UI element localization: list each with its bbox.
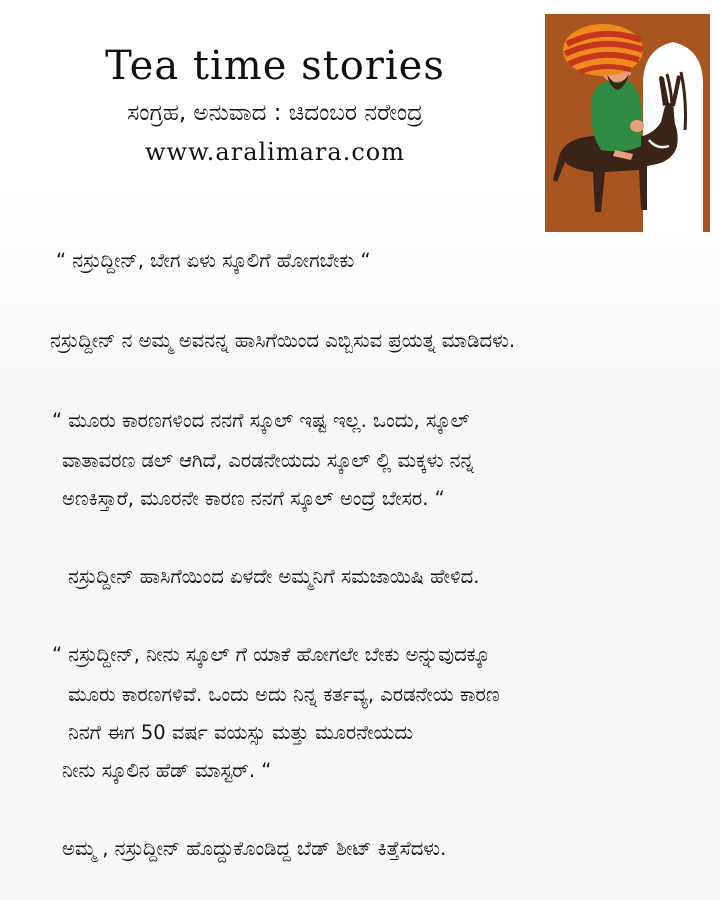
paragraph-6: ಅಮ್ಮ , ನಸ್ರುದ್ದೀನ್ ಹೊದ್ದುಕೊಂಡಿದ್ದ ಬೆಡ್ ಶೀಟ್ ಕಿತ್ತೆಸೆದಳು. <box>62 837 447 860</box>
paragraph-1: “ ನಸ್ರುದ್ದೀನ್, ಬೇಗ ಏಳು ಸ್ಕೂಲಿಗೆ ಹೋಗಬೇಕು “ <box>56 249 371 272</box>
paragraph-2: ನಸ್ರುದ್ದೀನ್ ನ ಅಮ್ಮ ಅವನನ್ನ ಹಾಸಿಗೆಯಿಂದ ಎಬ್ಬಿಸುವ ಪ್ರಯತ್ನ ಮಾಡಿದಳು. <box>50 329 516 352</box>
paragraph-3-line-3: ಅಣಕಿಸ್ತಾರೆ, ಮೂರನೇ ಕಾರಣ ನನಗೆ ಸ್ಕೂಲ್ ಅಂದ್ರೆ ಬೇಸರ. “ <box>62 487 445 510</box>
website-url: www.aralimara.com <box>145 138 405 166</box>
paragraph-5-line-4: ನೀನು ಸ್ಕೂಲಿನ ಹೆಡ್ ಮಾಸ್ಟರ್. “ <box>62 759 272 782</box>
paragraph-4: ನಸ್ರುದ್ದೀನ್ ಹಾಸಿಗೆಯಿಂದ ಏಳದೇ ಅಮ್ಮನಿಗೆ ಸಮಜಾಯಿಷಿ ಹೇಳಿದ. <box>68 565 480 588</box>
page-title: Tea time stories <box>105 43 445 89</box>
paragraph-5-line-1: “ ನಸ್ರುದ್ದೀನ್, ನೀನು ಸ್ಕೂಲ್ ಗೆ ಯಾಕೆ ಹೋಗಲೇ ಬೇಕು ಅನ್ನುವುದಕ್ಕೂ <box>52 643 490 666</box>
page-subtitle: ಸಂಗ್ರಹ, ಅನುವಾದ : ಚಿದಂಬರ ನರೇಂದ್ರ <box>127 100 423 126</box>
paragraph-5-line-2: ಮೂರು ಕಾರಣಗಳಿವೆ. ಒಂದು ಅದು ನಿನ್ನ ಕರ್ತವ್ಯ, ಎರಡನೇಯ ಕಾರಣ <box>68 683 500 706</box>
paragraph-3-line-1: “ ಮೂರು ಕಾರಣಗಳಿಂದ ನನಗೆ ಸ್ಕೂಲ್ ಇಷ್ಟ ಇಲ್ಲ. ಒಂದು, ಸ್ಕೂಲ್ <box>52 409 470 432</box>
paragraph-5-line-3: ನಿನಗೆ ಈಗ 50 ವರ್ಷ ವಯಸ್ಸು ಮತ್ತು ಮೂರನೇಯದು <box>68 721 414 744</box>
paragraph-3-line-2: ವಾತಾವರಣ ಡಲ್ ಆಗಿದೆ, ಎರಡನೇಯದು ಸ್ಕೂಲ್ ಲ್ಲಿ ಮಕ್ಕಳು ನನ್ನ <box>62 449 474 472</box>
